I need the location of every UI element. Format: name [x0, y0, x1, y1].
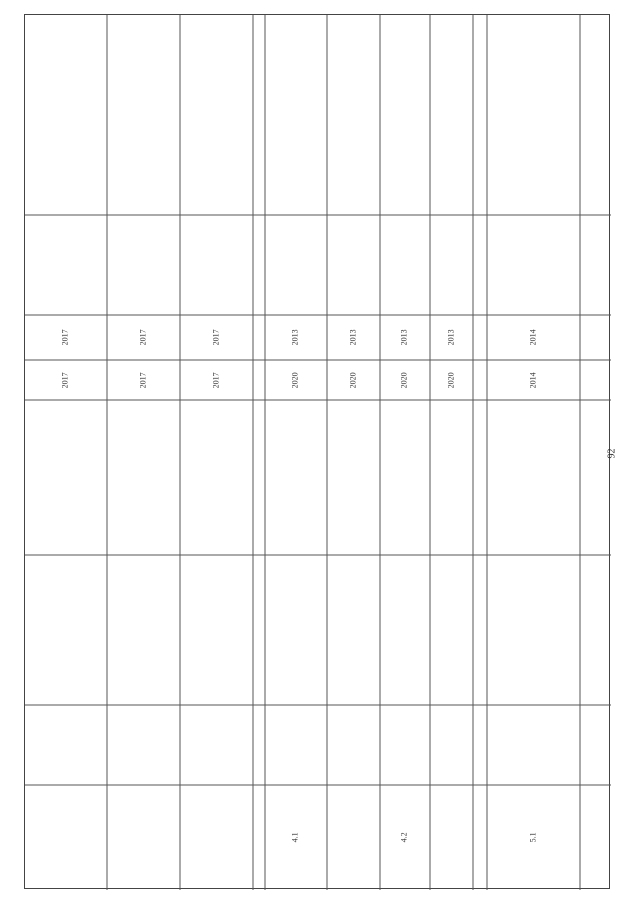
row-1-end-year: 2017: [60, 371, 70, 388]
row-4-number: 4.1: [290, 832, 300, 843]
row-6-end-year: 2020: [399, 371, 409, 388]
row-7-end-year: 2020: [446, 371, 456, 388]
row-5-start-year: 2013: [348, 329, 358, 346]
row-2-start-year: 2017: [138, 329, 148, 346]
row-6-start-year: 2013: [399, 329, 409, 346]
row-1-start-year: 2017: [60, 329, 70, 346]
row-8-number: 5.1: [528, 832, 538, 843]
table-grid-lines: [25, 15, 611, 890]
row-5-end-year: 2020: [348, 371, 358, 388]
row-7-start-year: 2013: [446, 329, 456, 346]
row-3-end-year: 2017: [211, 371, 221, 388]
row-8-end-year: 2014: [528, 371, 538, 388]
page-number: 92: [606, 448, 618, 459]
row-4-start-year: 2013: [290, 329, 300, 346]
row-3-start-year: 2017: [211, 329, 221, 346]
rotated-program-table: [24, 14, 610, 889]
row-6-number: 4.2: [399, 832, 409, 843]
row-4-end-year: 2020: [290, 371, 300, 388]
row-8-start-year: 2014: [528, 329, 538, 346]
row-2-end-year: 2017: [138, 371, 148, 388]
